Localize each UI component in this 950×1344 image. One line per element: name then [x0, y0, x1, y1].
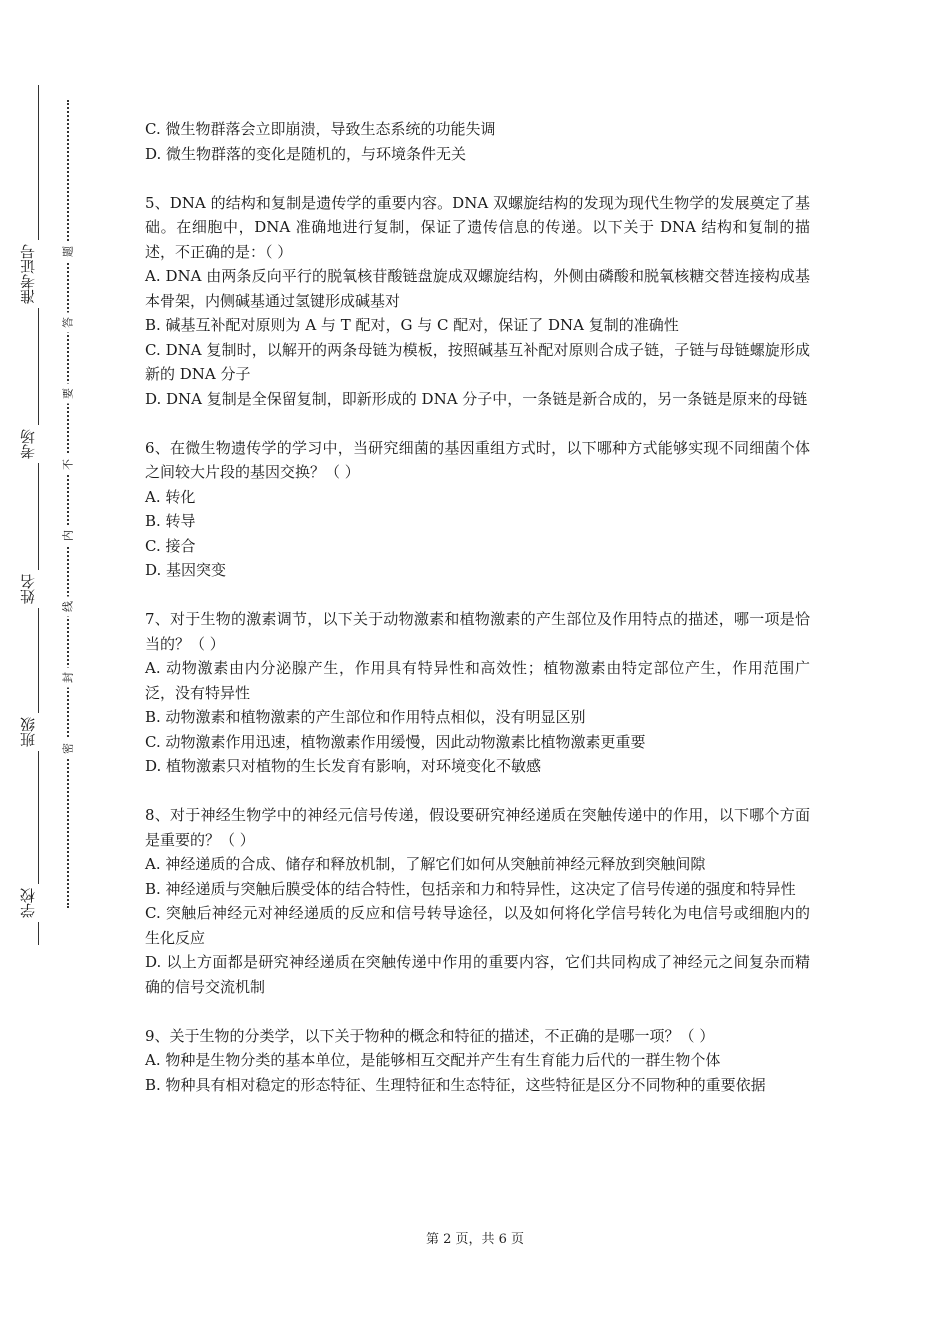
exam-room-label: 考场: [20, 425, 46, 463]
seal-dotted-line: [67, 100, 69, 908]
question-stem: 5、DNA 的结构和复制是遗传学的重要内容。DNA 双螺旋结构的发现为现代生物学的发展奠定了基础。在细胞中，DNA 准确地进行复制，保证了遗传信息的传递。以下关于 DNA 结构和复制的描述，不正确的是：（ ）: [145, 193, 810, 261]
option-a: A. 转化: [145, 487, 196, 506]
option-a: A. 动物激素由内分泌腺产生，作用具有特异性和高效性；植物激素由特定部位产生，作用范围广泛，没有特异性: [145, 659, 810, 702]
binding-margin: [0, 0, 110, 1344]
seal-char: 内: [60, 526, 77, 546]
option-b: B. 转导: [145, 512, 196, 530]
question-stem: 7、对于生物的激素调节，以下关于动物激素和植物激素的产生部位及作用特点的描述，哪一项是恰当的？（ ）: [145, 610, 810, 653]
option-c: C. 突触后神经元对神经递质的反应和信号转导途径，以及如何将化学信号转化为电信号或细胞内的生化反应: [145, 904, 810, 947]
question-5: [145, 191, 810, 412]
option-b: B. 神经递质与突触后膜受体的结合特性，包括亲和力和特异性，这决定了信号传递的强度和特异性: [145, 879, 796, 898]
question-stem: 8、对于神经生物学中的神经元信号传递，假设要研究神经递质在突触传递中的作用，以下哪个方面是重要的？（ ）: [145, 806, 810, 849]
exam-number-label: 准考证号: [20, 240, 46, 308]
student-name-label: 姓名: [20, 570, 46, 608]
page-number-footer: 第 2 页，共 6 页: [425, 1232, 525, 1247]
option-c: C. 接合: [145, 536, 196, 555]
option-b: B. 动物激素和植物激素的产生部位和作用特点相似，没有明显区别: [145, 708, 586, 726]
question-8: [145, 803, 810, 999]
option-d: D. 微生物群落的变化是随机的，与环境条件无关: [145, 144, 467, 163]
seal-char: 密: [60, 739, 77, 759]
option-c: C. 微生物群落会立即崩溃，导致生态系统的功能失调: [145, 120, 496, 138]
option-a: A. 神经递质的合成、储存和释放机制，了解它们如何从突触前神经元释放到突触间隙: [145, 855, 706, 873]
question-6: [145, 436, 810, 583]
option-b: B. 物种具有相对稳定的形态特征、生理特征和生态特征，这些特征是区分不同物种的重要依据: [145, 1075, 766, 1094]
question-4-continued: [145, 117, 810, 166]
option-b: B. 碱基互补配对原则为 A 与 T 配对，G 与 C 配对，保证了 DNA 复制的准确性: [145, 316, 679, 334]
option-c: C. DNA 复制时，以解开的两条母链为模板，按照碱基互补配对原则合成子链，子链与母链螺旋形成新的 DNA 分子: [145, 340, 810, 383]
seal-char: 答: [60, 313, 77, 333]
question-stem: 9、关于生物的分类学，以下关于物种的概念和特征的描述，不正确的是哪一项？（ ）: [145, 1026, 715, 1045]
option-d: D. DNA 复制是全保留复制，即新形成的 DNA 分子中，一条链是新合成的，另一条链是原来的母链: [145, 389, 808, 408]
seal-char: 封: [60, 668, 77, 688]
exam-content: [145, 117, 810, 1122]
seal-char: 不: [60, 455, 77, 475]
option-d: D. 以上方面都是研究神经递质在突触传递中作用的重要内容，它们共同构成了神经元之间复杂而精确的信号交流机制: [145, 953, 810, 996]
question-7: [145, 607, 810, 779]
question-stem: 6、在微生物遗传学的学习中，当研究细菌的基因重组方式时，以下哪种方式能够实现不同细菌个体之间较大片段的基因交换？（ ）: [145, 438, 810, 481]
school-label: 学校: [20, 884, 46, 922]
option-c: C. 动物激素作用迅速，植物激素作用缓慢，因此动物激素比植物激素更重要: [145, 732, 646, 751]
option-a: A. DNA 由两条反向平行的脱氧核苷酸链盘旋成双螺旋结构，外侧由磷酸和脱氧核糖交替连接构成基本骨架，内侧碱基通过氢键形成碱基对: [145, 267, 810, 310]
option-d: D. 基因突变: [145, 561, 227, 579]
option-d: D. 植物激素只对植物的生长发育有影响，对环境变化不敏感: [145, 757, 542, 775]
binding-solid-line: [38, 85, 39, 945]
seal-char: 要: [60, 384, 77, 404]
seal-char: 线: [60, 597, 77, 617]
class-label: 班级: [20, 713, 46, 751]
option-a: A. 物种是生物分类的基本单位，是能够相互交配并产生有生育能力后代的一群生物个体: [145, 1051, 721, 1069]
question-9: [145, 1024, 810, 1098]
seal-char: 题: [60, 242, 77, 262]
